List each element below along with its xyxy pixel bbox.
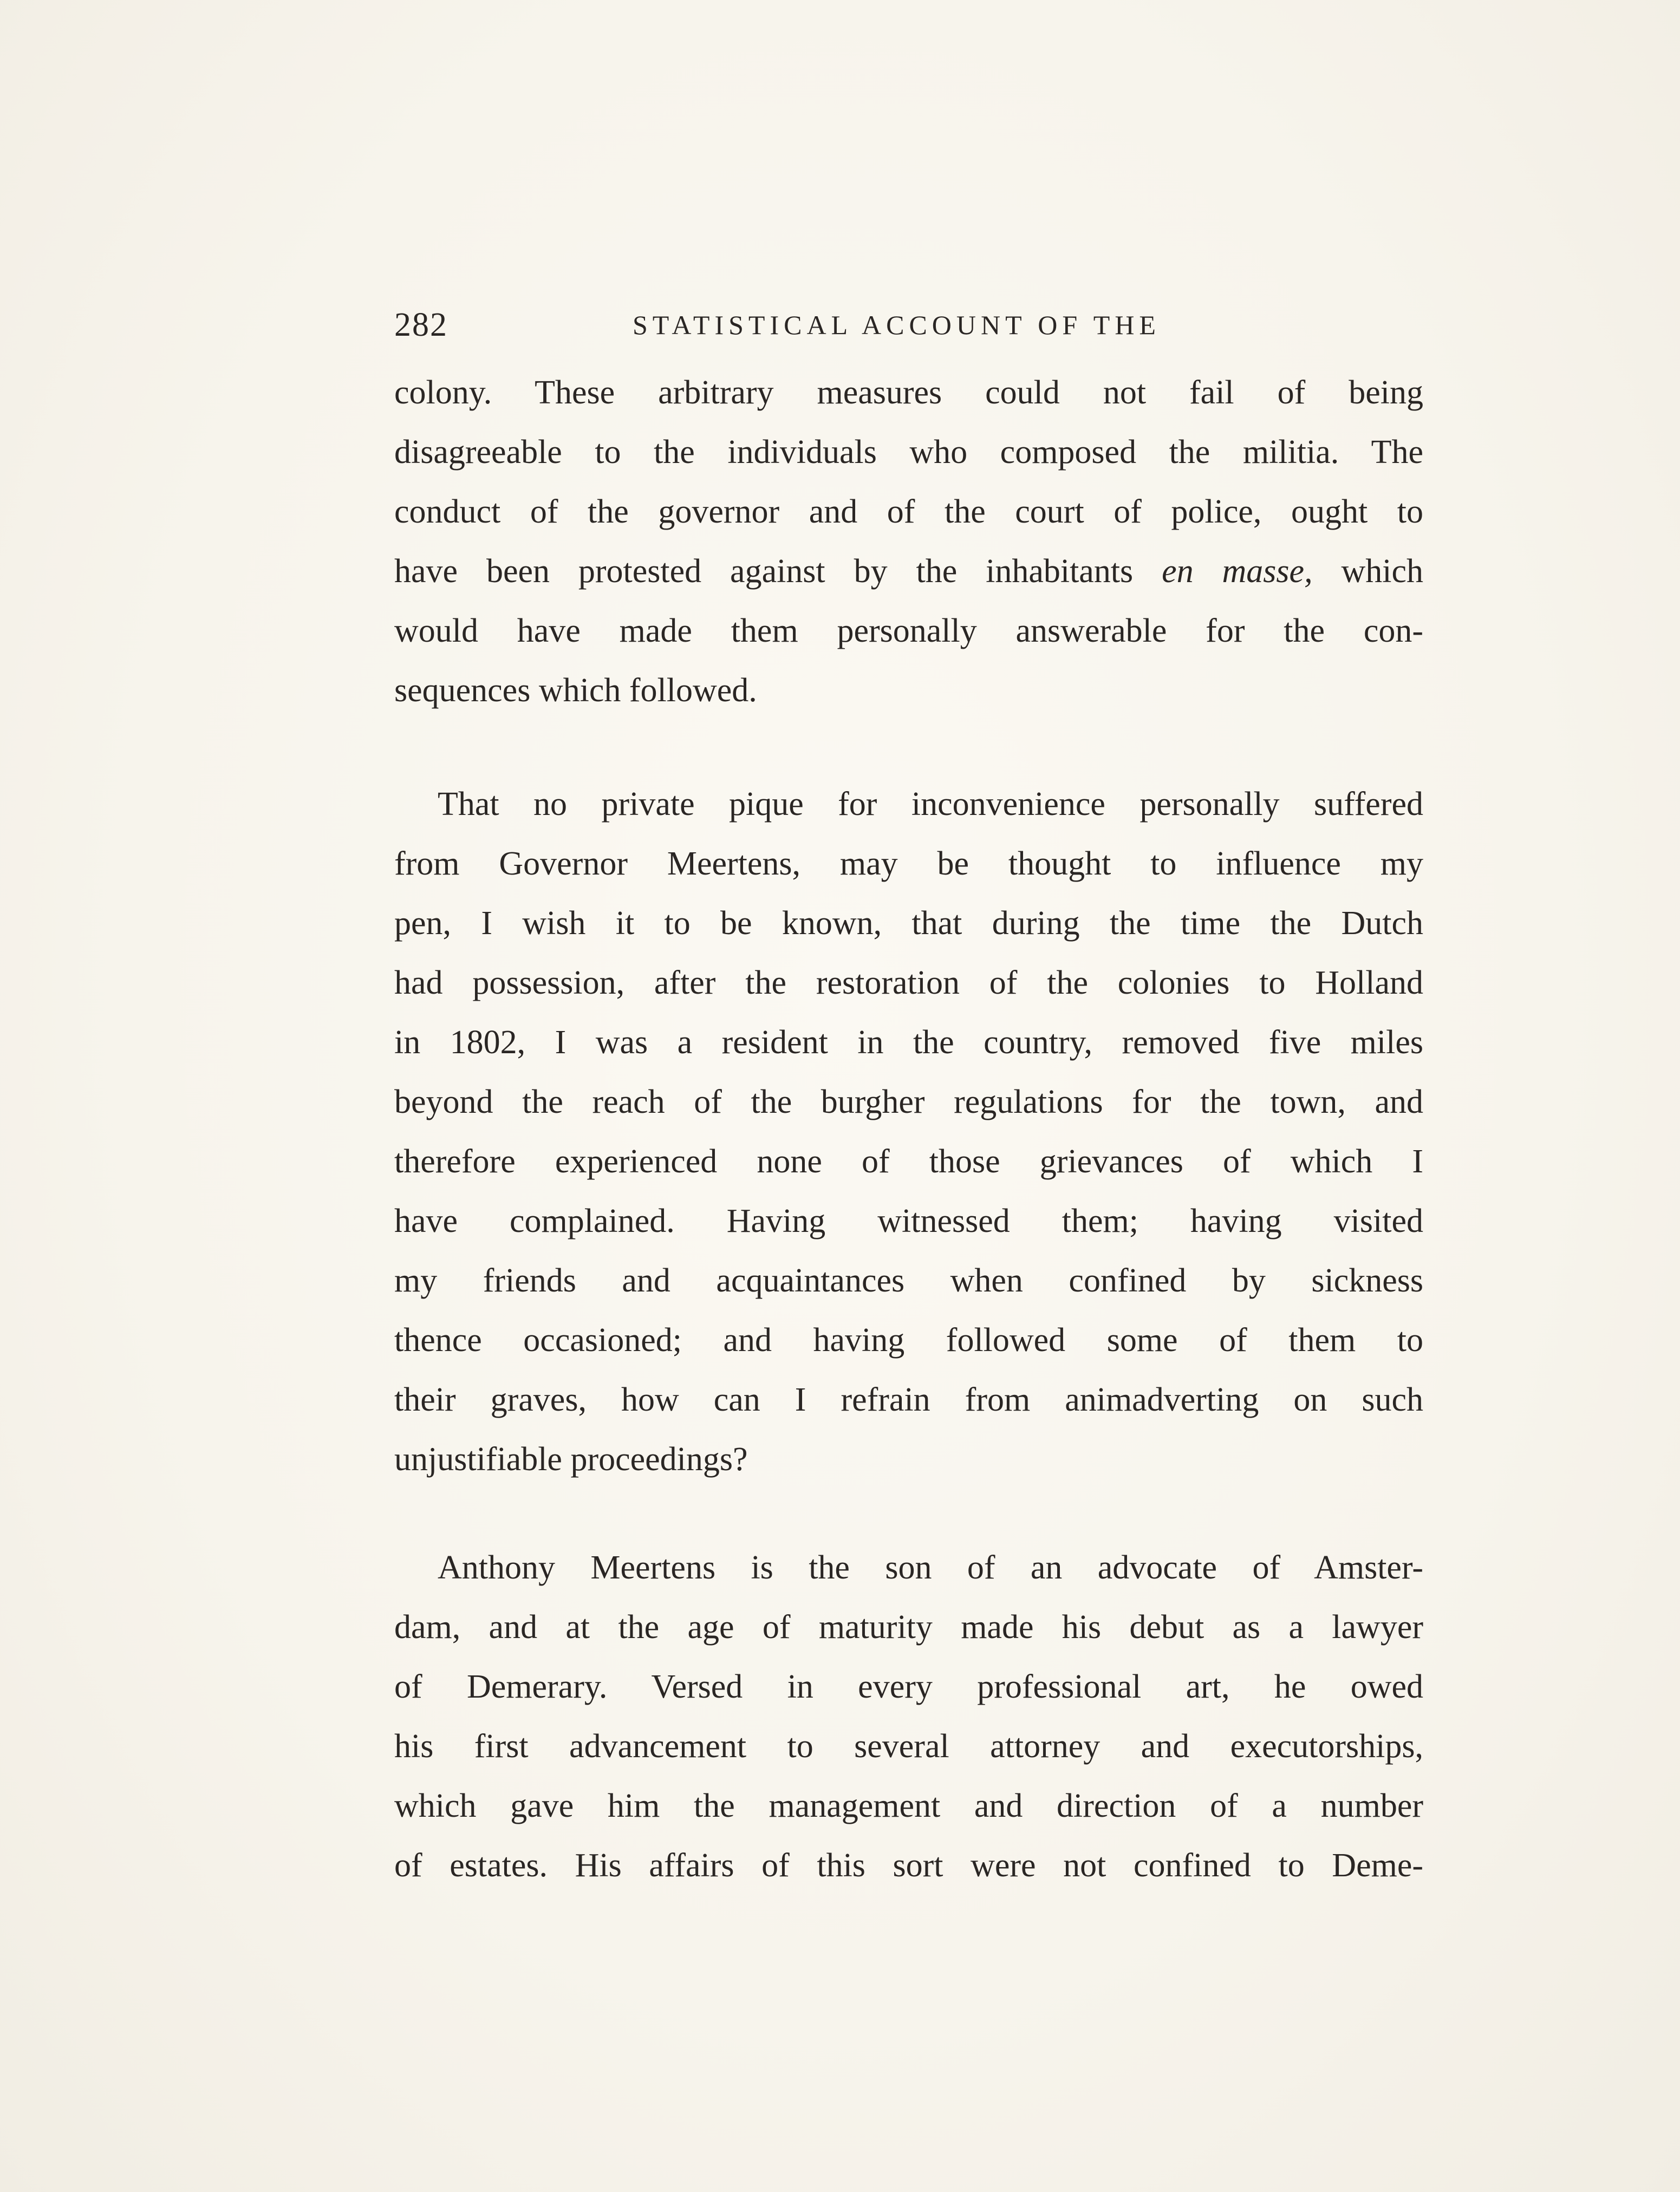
- running-head: STATISTICAL ACCOUNT OF THE: [633, 310, 1161, 340]
- text-line: beyond the reach of the burgher regulations for the town, and: [394, 1084, 1423, 1120]
- text-line: colony. These arbitrary measures could not fail of being: [394, 374, 1423, 411]
- text-line: disagreeable to the individuals who composed the militia. The: [394, 434, 1423, 471]
- text-line: would have made them personally answerable for the con-: [394, 612, 1423, 649]
- text-segment: have been protested against by the inhabitants: [394, 553, 1162, 590]
- paragraph-3: [394, 1538, 1423, 1895]
- text-line: had possession, after the restoration of the colonies to Holland: [394, 964, 1423, 1001]
- text-line: conduct of the governor and of the court of police, ought to: [394, 493, 1423, 530]
- text-segment: which: [1312, 553, 1423, 590]
- page-number: 282: [394, 306, 448, 343]
- text-line: sequences which followed.: [394, 672, 757, 709]
- page-header: [394, 303, 1423, 347]
- text-line: therefore experienced none of those grievances of which I: [394, 1143, 1423, 1180]
- paragraph-1: [394, 363, 1423, 720]
- paragraph-2: [394, 774, 1423, 1489]
- text-line: their graves, how can I refrain from animadverting on such: [394, 1381, 1423, 1418]
- text-line: That no private pique for inconvenience personally suffered: [438, 786, 1423, 823]
- text-line: his first advancement to several attorney and executorships,: [394, 1728, 1423, 1765]
- text-line: my friends and acquaintances when confined by sickness: [394, 1262, 1423, 1299]
- text-line: [394, 542, 1423, 601]
- text-line: in 1802, I was a resident in the country, removed five miles: [394, 1024, 1423, 1061]
- text-line: Anthony Meertens is the son of an advocate of Amster-: [438, 1549, 1423, 1586]
- text-line: of estates. His affairs of this sort were not confined to Deme-: [394, 1847, 1423, 1884]
- text-line: of Demerary. Versed in every professional art, he owed: [394, 1668, 1423, 1705]
- text-line: unjustifiable proceedings?: [394, 1441, 748, 1478]
- text-line: dam, and at the age of maturity made his debut as a lawyer: [394, 1609, 1423, 1646]
- text-line: have complained. Having witnessed them; having visited: [394, 1203, 1423, 1239]
- italic-phrase: en masse,: [1162, 553, 1313, 590]
- text-line: pen, I wish it to be known, that during the time the Dutch: [394, 905, 1423, 942]
- text-line: thence occasioned; and having followed some of them to: [394, 1322, 1423, 1359]
- text-line: from Governor Meertens, may be thought to influence my: [394, 845, 1423, 882]
- text-line: which gave him the management and direction of a number: [394, 1787, 1423, 1824]
